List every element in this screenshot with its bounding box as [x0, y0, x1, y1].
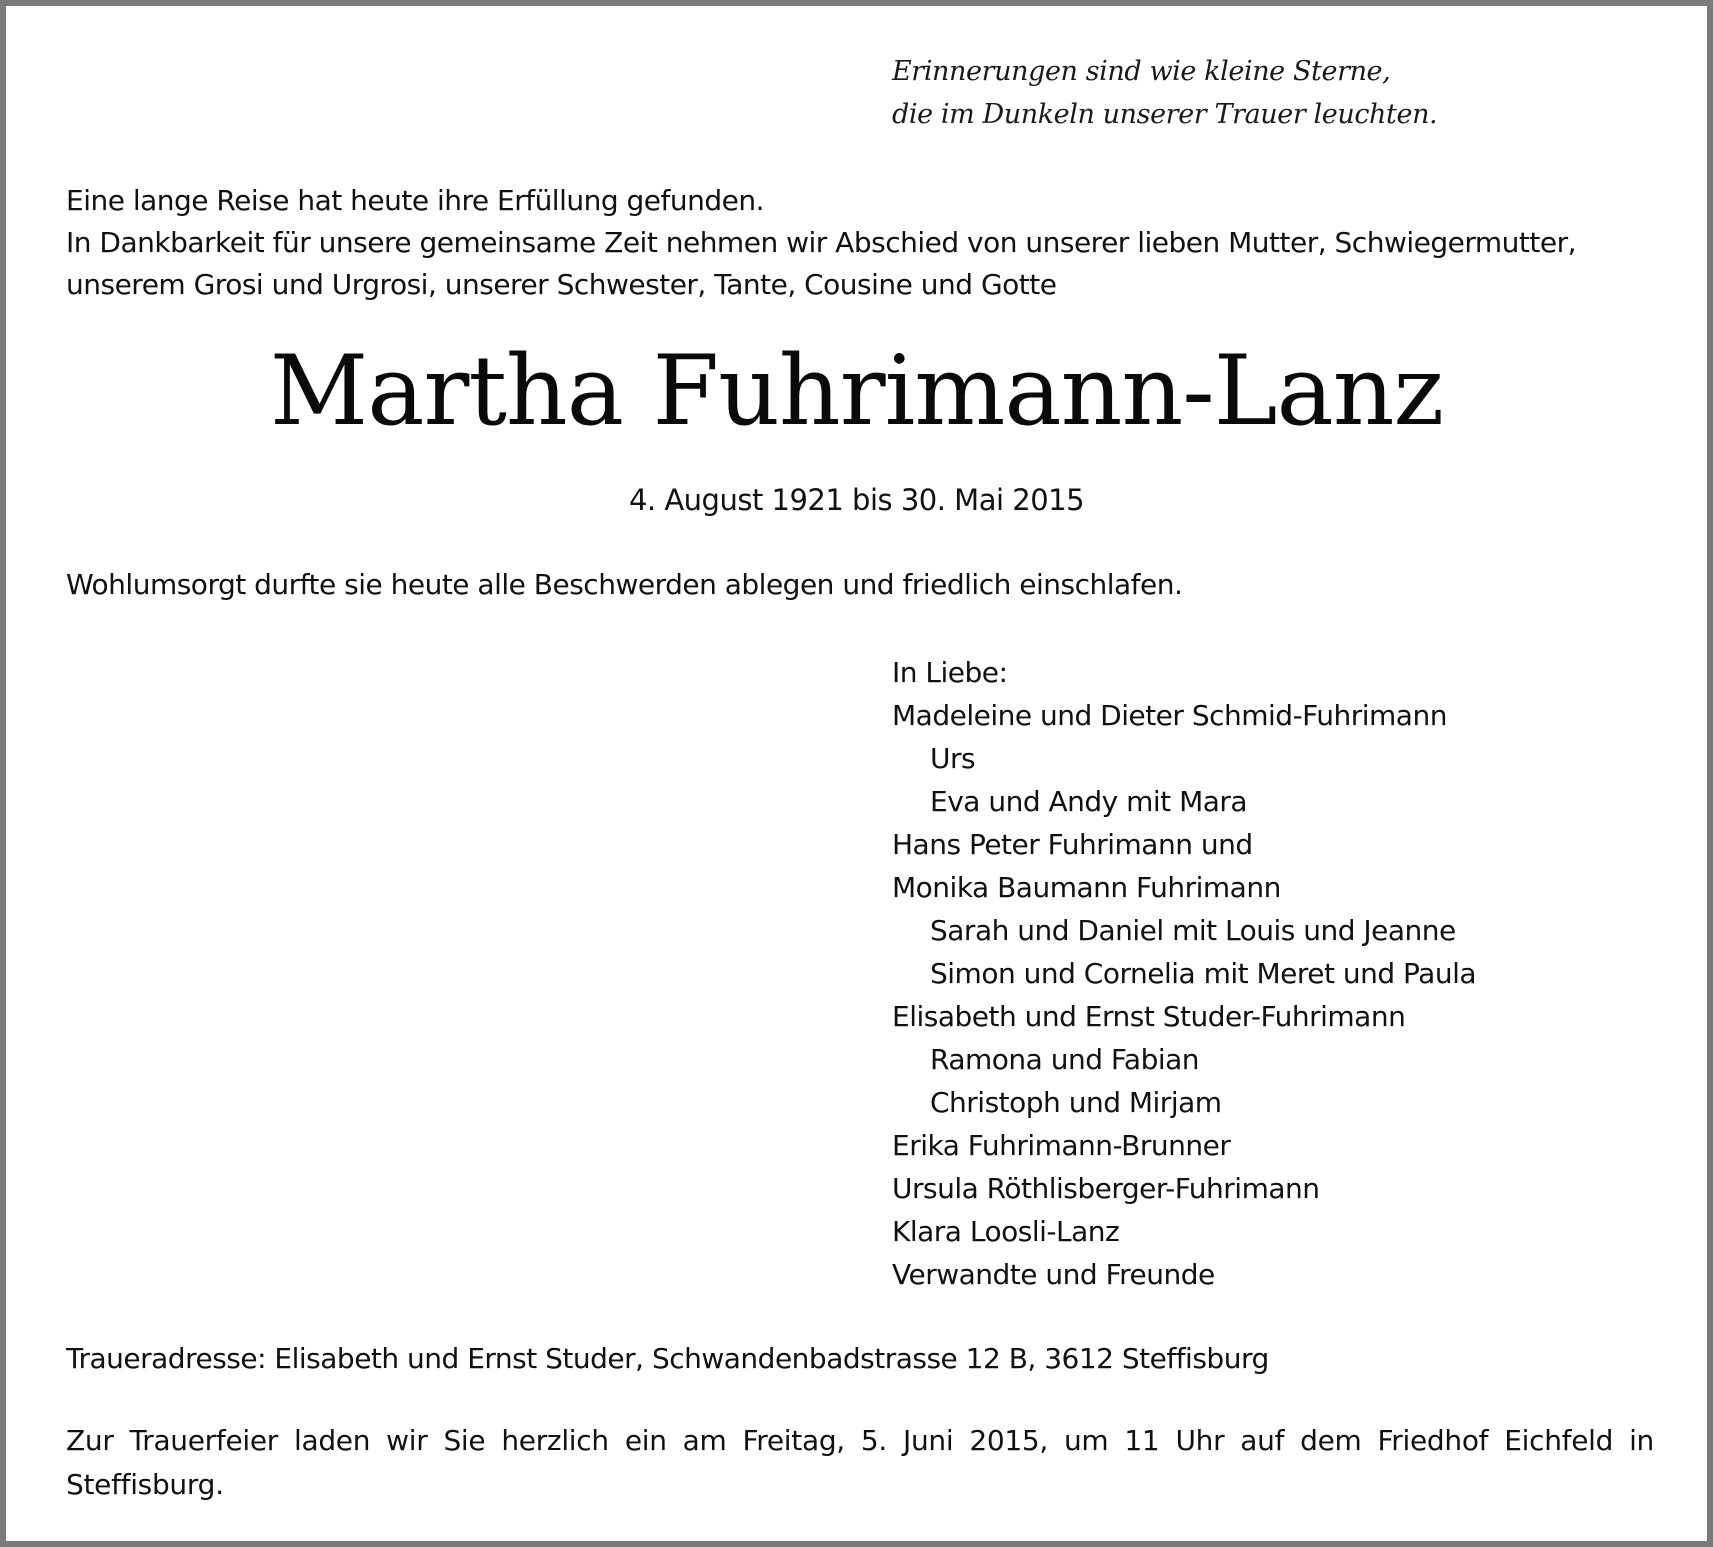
mourner-line: Eva und Andy mit Mara — [930, 785, 1248, 818]
intro-line-1: Eine lange Reise hat heute ihre Erfüllung gefunden. — [66, 184, 765, 217]
deceased-name: Martha Fuhrimann-Lanz — [269, 335, 1444, 447]
mourner-line: Verwandte und Freunde — [892, 1258, 1215, 1291]
mourners-heading: In Liebe: — [892, 656, 1008, 689]
farewell-text: Wohlumsorgt durfte sie heute alle Beschwerden ablegen und friedlich einschlafen. — [66, 568, 1183, 601]
mourner-line: Simon und Cornelia mit Meret und Paula — [930, 957, 1477, 990]
intro-line-3: unserem Grosi und Urgrosi, unserer Schwester, Tante, Cousine und Gotte — [66, 268, 1057, 301]
motto-line-1: Erinnerungen sind wie kleine Sterne, — [892, 56, 1391, 87]
mourner-line: Urs — [930, 742, 976, 775]
mourner-line: Elisabeth und Ernst Studer-Fuhrimann — [892, 1000, 1406, 1033]
motto-line-2: die im Dunkeln unserer Trauer leuchten. — [892, 99, 1438, 130]
mourner-line: Monika Baumann Fuhrimann — [892, 871, 1281, 904]
mourner-line: Erika Fuhrimann-Brunner — [892, 1129, 1231, 1162]
mourner-line: Hans Peter Fuhrimann und — [892, 828, 1253, 861]
motto-quote — [892, 50, 1437, 136]
mourner-line: Klara Loosli-Lanz — [892, 1215, 1120, 1248]
mourners-list — [892, 651, 1476, 1296]
mourner-line: Madeleine und Dieter Schmid-Fuhrimann — [892, 699, 1447, 732]
ceremony-invitation: Zur Trauerfeier laden wir Sie herzlich ein am Freitag, 5. Juni 2015, um 11 Uhr auf dem Friedhof Eichfeld in Steffisburg. — [66, 1424, 1654, 1501]
mourning-address: Traueradresse: Elisabeth und Ernst Studer, Schwandenbadstrasse 12 B, 3612 Steffisburg — [66, 1342, 1269, 1375]
mourner-line: Sarah und Daniel mit Louis und Jeanne — [930, 914, 1456, 947]
mourner-line: Ursula Röthlisberger-Fuhrimann — [892, 1172, 1320, 1205]
intro-text — [66, 180, 1576, 306]
mourner-line: Ramona und Fabian — [930, 1043, 1200, 1076]
life-dates: 4. August 1921 bis 30. Mai 2015 — [628, 483, 1085, 517]
intro-line-2: In Dankbarkeit für unsere gemeinsame Zeit nehmen wir Abschied von unserer lieben Mutter, Schwiegermutter, — [66, 226, 1576, 259]
mourner-line: Christoph und Mirjam — [930, 1086, 1222, 1119]
